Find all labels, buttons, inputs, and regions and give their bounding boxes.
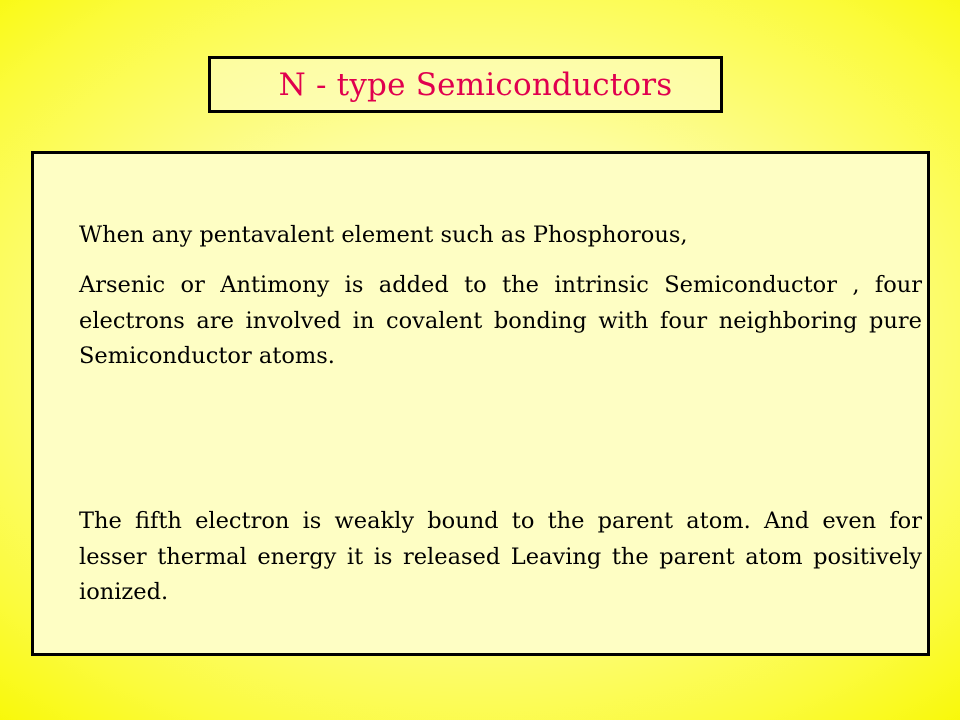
slide-title: N - type Semiconductors xyxy=(278,66,673,103)
title-box xyxy=(208,56,723,113)
paragraph-covalent-bonding: Arsenic or Antimony is added to the intrinsic Semiconductor , four electrons are involved in covalent bonding with four neighboring pure Semiconductor atoms. xyxy=(79,272,922,369)
content-box xyxy=(31,151,930,656)
paragraph-intro: When any pentavalent element such as Phosphorous, xyxy=(79,222,688,248)
paragraph-fifth-electron: The fifth electron is weakly bound to the parent atom. And even for lesser thermal energy it is released Leaving the parent atom positively ionized. xyxy=(79,508,922,605)
